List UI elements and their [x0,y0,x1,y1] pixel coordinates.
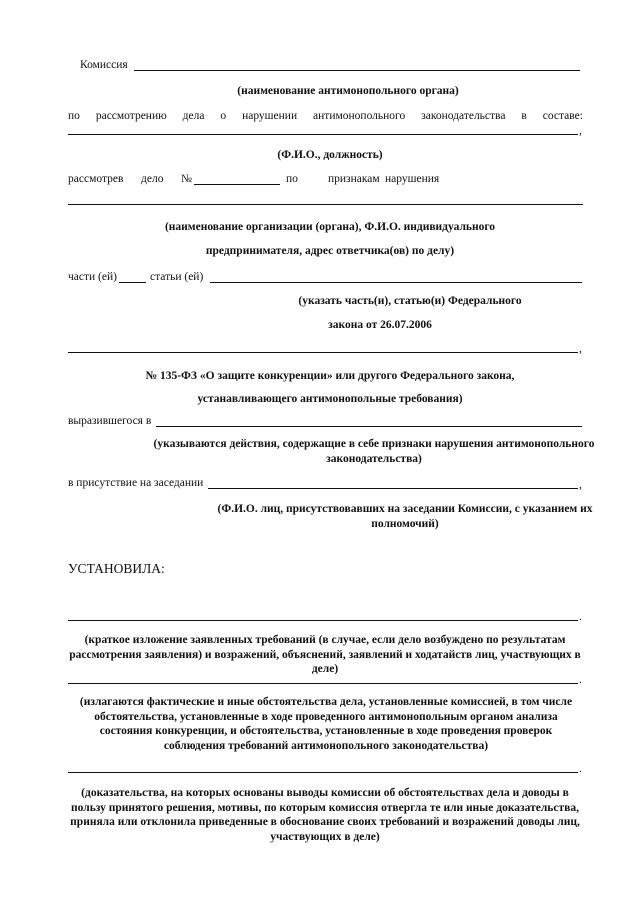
expressed-caption: (указываются действия, содержащие в себе признаки нарушения антимонопольного законодательства) [153,438,595,465]
commission-caption: (наименование антимонопольного органа) [237,85,459,97]
expressed-label: выразившегося в [68,415,152,427]
law-caption-1: № 135-ФЗ «О защите конкуренции» или другого Федерального закона, [145,370,515,382]
composition-word: антимонопольного [313,110,406,122]
composition-word: по [68,110,80,122]
established-end-1: . [579,611,582,623]
presence-label: в присутствие на заседании [68,477,204,489]
case-word: нарушения [385,173,440,185]
respondent-caption-2: предпринимателя, адрес ответчика(ов) по делу) [205,245,455,257]
case-number-field[interactable] [194,184,280,185]
respondent-field[interactable] [68,204,583,205]
case-word: дело [141,173,164,185]
composition-word: нарушении [242,110,298,122]
presence-caption: (Ф.И.О. лиц, присутствовавших на заседании Комиссии, с указанием их полномочий) [217,503,593,530]
composition-word: рассмотрению [95,110,167,122]
established-caption-1: (краткое изложение заявленных требований (в случае, если дело возбуждено по результатам рассмотрения заявления) и возражений, объяснений, заявлений и ходатайств лиц, участвующих в деле) [69,634,581,675]
case-word: по [286,173,298,185]
article-label: статьи (ей) [150,271,204,283]
article-field[interactable] [210,282,582,283]
commission-name-field[interactable] [134,70,580,71]
articles-caption-1: (указать часть(и), статью(и) Федерального [298,295,522,307]
composition-field[interactable] [68,134,578,135]
presence-field[interactable] [208,488,578,489]
established-field-2[interactable] [68,683,578,684]
established-field-1[interactable] [68,620,578,621]
established-caption-2: (излагаются фактические и иные обстоятельства дела, установленные комиссией, в том числе обстоятельства, установленные в ходе проведенного антимонопольным органом анализа состояния конкуренции, и обстоятельства, установленные в ходе проведения проверок соблюдения требований антимонопольного законодательства) [79,696,573,752]
part-field[interactable] [119,282,146,283]
law-field[interactable] [68,352,578,353]
established-end-3: . [579,763,582,775]
commission-label: Комиссия [80,59,128,71]
articles-caption-2: закона от 26.07.2006 [328,319,432,331]
composition-word: дела [182,110,205,122]
composition-caption: (Ф.И.О., должность) [277,149,383,161]
part-label: части (ей) [68,271,117,283]
composition-word: о [220,110,227,122]
presence-end: , [579,479,582,491]
established-end-2: . [579,674,582,686]
composition-word: в [521,110,527,122]
law-field-end: , [579,343,582,355]
respondent-caption-1: (наименование организации (органа), Ф.И.О. индивидуального [164,221,496,233]
composition-word: законодательства [421,110,506,122]
established-field-3[interactable] [68,772,578,773]
law-caption-2: устанавливающего антимонопольные требования) [197,393,463,405]
composition-word: составе: [542,110,583,122]
case-word: рассмотрев [68,173,124,185]
established-caption-3: (доказательства, на которых основаны выводы комиссии об обстоятельствах дела и доводы в пользу принятого решения, мотивы, по которым комиссия отвергла те или иные доказательства, приняла или отклонила приведенные в обоснование своих требований и возражений доводы лиц, участвующих в деле) [70,787,580,843]
case-word: № [181,173,192,185]
case-word: признакам [328,173,380,185]
established-heading: УСТАНОВИЛА: [68,561,165,576]
composition-line [68,109,583,123]
composition-end: , [579,125,582,137]
expressed-field[interactable] [156,426,582,427]
